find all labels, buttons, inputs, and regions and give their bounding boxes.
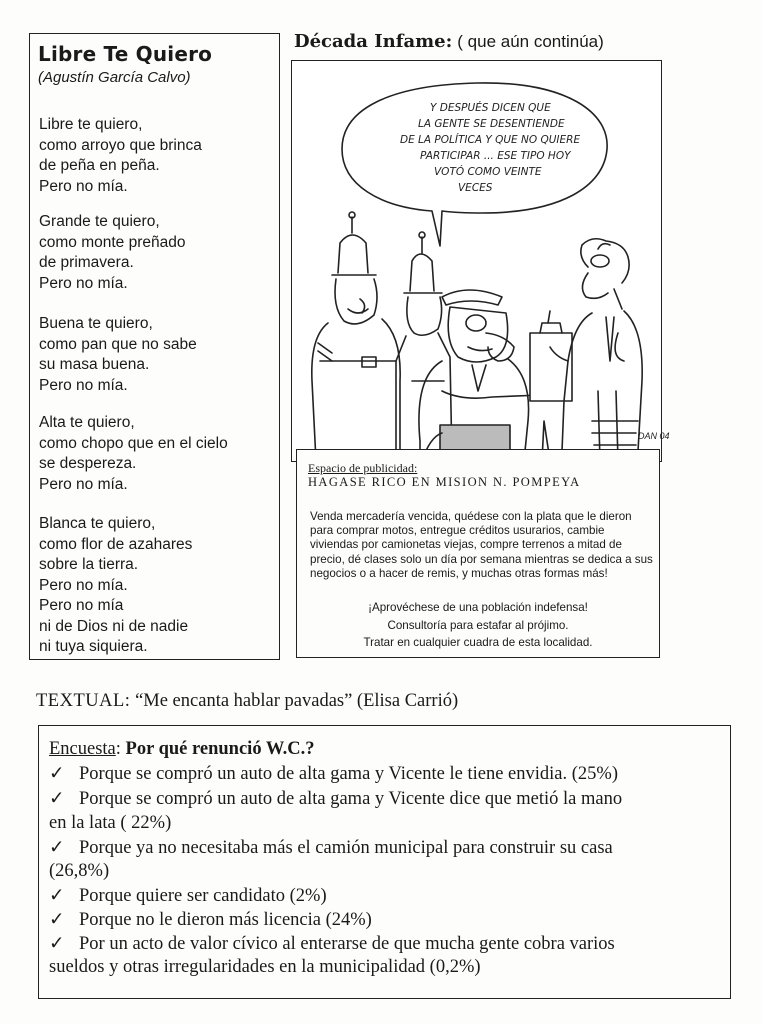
survey-option-continued: en la lata ( 22%) <box>49 813 172 833</box>
cartoon-heading-subtitle: ( que aún continúa) <box>457 32 604 51</box>
poem-line: Pero no mía. <box>39 274 128 292</box>
survey-title <box>49 739 315 760</box>
survey-option-continued: (26,8%) <box>49 861 110 881</box>
check-icon: ✓ <box>49 910 65 930</box>
survey-option-text: Porque ya no necesitaba más el camión municipal para construir su casa <box>79 838 613 858</box>
survey-option-text: Porque no le dieron más licencia (24%) <box>79 910 372 930</box>
poem-line: Libre te quiero, <box>39 116 143 133</box>
survey-option-continued: sueldos y otras irregularidades en la municipalidad (0,2%) <box>49 957 481 977</box>
cartoon-heading <box>294 31 604 52</box>
survey-option <box>49 909 372 931</box>
survey-option-text: Porque se compró un auto de alta gama y Vicente le tiene envidia. (25%) <box>79 764 618 784</box>
poem-line: se despereza. <box>39 455 137 472</box>
poem-line: Blanca te quiero, <box>39 515 156 532</box>
speech-line: VECES <box>458 182 493 194</box>
poem-line: como monte preñado <box>39 233 186 251</box>
survey-option <box>49 885 327 907</box>
poem-stanza-4 <box>39 413 228 495</box>
poem-line: Pero no mía. <box>39 576 128 594</box>
survey-option-text: Porque se compró un auto de alta gama y Vicente dice que metió la mano <box>79 789 623 809</box>
ad-body: Venda mercadería vencida, quédese con la plata que le dieron para comprar motos, entregue créditos usurarios, cambie viviendas por camionetas viejas, compre terrenos a mitad de precio, dé clases solo un día por semana mientras se dedica a sus negocios o a hacer de remis, y muchas otras formas más! <box>310 510 653 580</box>
check-icon: ✓ <box>49 886 65 906</box>
poem-stanza-3 <box>39 314 197 396</box>
check-icon: ✓ <box>49 764 65 784</box>
cartoon-signature: DAN 04 <box>638 431 670 441</box>
poem-line: su masa buena. <box>39 356 150 373</box>
speech-line: Y DESPUÉS DICEN QUE <box>430 102 551 114</box>
poem-stanza-1 <box>39 115 202 197</box>
poem-line: como arroyo que brinca <box>39 136 202 154</box>
poem-line: como chopo que en el cielo <box>39 434 228 452</box>
survey-option <box>49 763 618 785</box>
speech-line: DE LA POLÍTICA Y QUE NO QUIERE <box>400 134 581 146</box>
speech-line: PARTICIPAR ... ESE TIPO HOY <box>420 150 571 162</box>
poem-line: Pero no mía. <box>39 376 128 394</box>
poem-line: Pero no mía <box>39 597 124 614</box>
survey-label: Encuesta <box>49 739 116 759</box>
check-icon: ✓ <box>49 789 65 809</box>
ad-line-2: Consultoría para estafar al prójimo. <box>387 619 569 632</box>
cartoon-frame <box>291 60 670 462</box>
survey-option <box>49 933 615 955</box>
poem-title: Libre Te Quiero <box>38 42 213 66</box>
speech-line: LA GENTE SE DESENTIENDE <box>418 118 565 130</box>
textual-label: TEXTUAL: <box>36 691 131 711</box>
poem-line: sobre la tierra. <box>39 556 139 573</box>
survey-option-text: Por un acto de valor cívico al enterarse de que mucha gente cobra varios <box>79 934 615 954</box>
poem-stanza-2 <box>39 212 185 294</box>
survey-option <box>49 788 622 810</box>
poem-line: Pero no mía. <box>39 475 128 493</box>
poem-line: ni tuya siquiera. <box>39 638 148 655</box>
cartoon-heading-title: Década Infame: <box>294 31 453 52</box>
poem-line: ni de Dios ni de nadie <box>39 617 189 635</box>
poem-stanza-5 <box>39 514 192 658</box>
poem-author: (Agustín García Calvo) <box>38 69 191 86</box>
survey-option <box>49 837 613 859</box>
cartoon-illustration <box>292 61 670 463</box>
ad-line-1: ¡Aprovéchese de una población indefensa! <box>368 601 588 614</box>
check-icon: ✓ <box>49 934 65 954</box>
ad-title: HAGASE RICO EN MISION N. POMPEYA <box>308 475 581 489</box>
textual-quote <box>36 691 458 712</box>
poem-line: Alta te quiero, <box>39 414 135 431</box>
ad-line-3: Tratar en cualquier cuadra de esta localidad. <box>363 636 593 649</box>
survey-colon: : <box>115 739 126 759</box>
poem-line: Pero no mía. <box>39 177 128 195</box>
survey-option-text: Porque quiere ser candidato (2%) <box>79 886 327 906</box>
poem-line: de peña en peña. <box>39 157 160 174</box>
poem-line: Grande te quiero, <box>39 213 160 230</box>
survey-question: Por qué renunció W.C.? <box>125 739 315 759</box>
check-icon: ✓ <box>49 838 65 858</box>
speech-line: VOTÓ COMO VEINTE <box>434 166 542 178</box>
poem-line: de primavera. <box>39 254 134 271</box>
poem-line: Buena te quiero, <box>39 315 153 332</box>
ad-label: Espacio de publicidad: <box>308 461 418 475</box>
poem-line: como flor de azahares <box>39 535 193 553</box>
poem-line: como pan que no sabe <box>39 335 197 353</box>
textual-text: “Me encanta hablar pavadas” (Elisa Carrió) <box>135 691 459 711</box>
